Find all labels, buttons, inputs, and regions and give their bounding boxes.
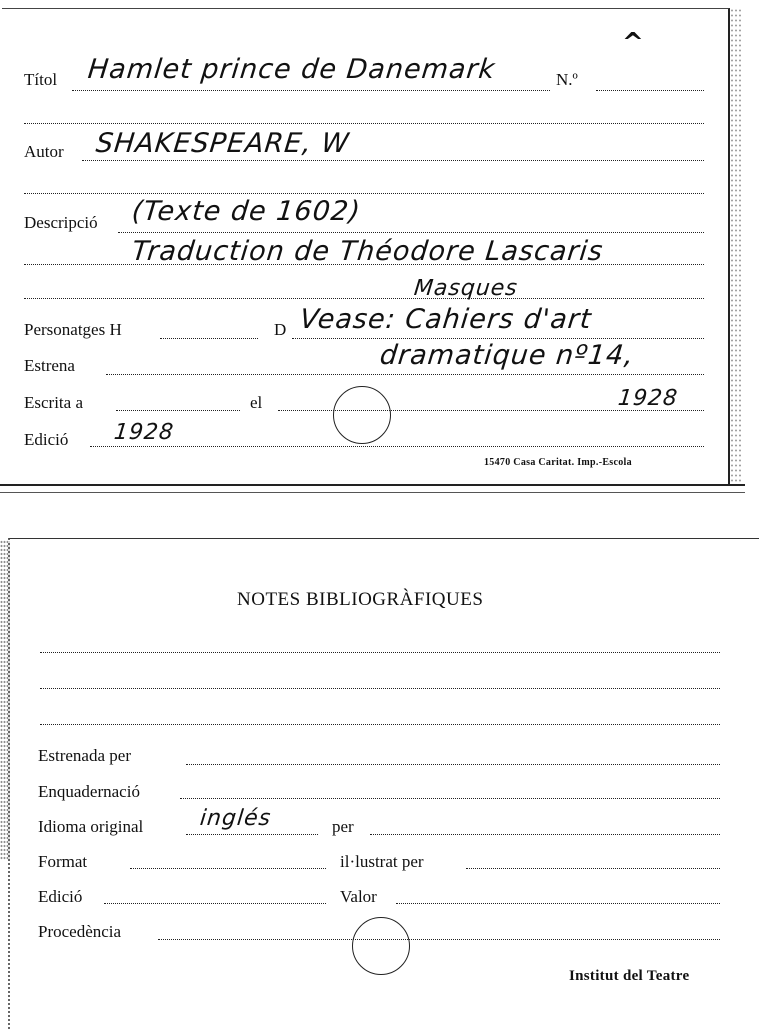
numero-line bbox=[596, 90, 704, 91]
idioma-per-label: per bbox=[332, 817, 354, 836]
blank-line bbox=[40, 652, 720, 653]
estrenada-label: Estrenada per bbox=[38, 746, 131, 765]
descripcio-line bbox=[118, 232, 704, 233]
personatges-d-line bbox=[292, 338, 704, 339]
personatges-d-value: Vease: Cahiers d'art bbox=[298, 304, 594, 335]
personatges-h-line bbox=[160, 338, 258, 339]
enquadernacio-label: Enquadernació bbox=[38, 782, 140, 801]
titol-line bbox=[72, 90, 550, 91]
autor-label: Autor bbox=[24, 142, 64, 161]
edicio-line bbox=[90, 446, 704, 447]
personatges-label: Personatges H bbox=[24, 320, 122, 339]
procedencia-label: Procedència bbox=[38, 922, 122, 941]
edicio-value: 1928 bbox=[112, 420, 176, 445]
titol-value: Hamlet prince de Danemark bbox=[86, 54, 497, 85]
idioma-label: Idioma original bbox=[38, 817, 144, 836]
card-edge-speckle bbox=[0, 540, 10, 860]
punch-hole bbox=[352, 917, 410, 975]
blank-line bbox=[40, 688, 720, 689]
caret-mark: ^ bbox=[622, 28, 644, 58]
escrita-el-label: el bbox=[250, 393, 263, 412]
back-edicio-label: Edició bbox=[38, 887, 83, 906]
format-line bbox=[130, 868, 326, 869]
titol-label: Títol bbox=[24, 70, 58, 89]
card-edge-speckle bbox=[730, 8, 742, 484]
format-label: Format bbox=[38, 852, 88, 871]
descripcio-value-3: Masques bbox=[412, 276, 520, 301]
blank-line bbox=[24, 123, 704, 124]
blank-line bbox=[24, 193, 704, 194]
back-edicio-line bbox=[104, 903, 326, 904]
card-edge-line bbox=[0, 492, 745, 493]
valor-line bbox=[396, 903, 720, 904]
institution-name: Institut del Teatre bbox=[569, 968, 690, 984]
personatges-d-label: D bbox=[274, 320, 287, 339]
escrita-label: Escrita a bbox=[24, 393, 83, 412]
idioma-per-line bbox=[370, 834, 720, 835]
illustrat-line bbox=[466, 868, 720, 869]
procedencia-line bbox=[158, 939, 720, 940]
idioma-line bbox=[186, 834, 318, 835]
idioma-value: inglés bbox=[198, 806, 273, 831]
escrita-value: 1928 bbox=[616, 386, 680, 411]
estrena-label: Estrena bbox=[24, 356, 75, 375]
blank-line bbox=[40, 724, 720, 725]
punch-hole bbox=[333, 386, 391, 444]
descripcio-label: Descripció bbox=[24, 213, 98, 232]
autor-value: SHAKESPEARE, W bbox=[94, 128, 351, 159]
autor-line bbox=[82, 160, 704, 161]
estrena-line bbox=[106, 374, 704, 375]
edicio-label: Edició bbox=[24, 430, 69, 449]
descripcio-value-1: (Texte de 1602) bbox=[130, 196, 363, 227]
estrena-value: dramatique nº14, bbox=[378, 340, 636, 371]
estrenada-line bbox=[186, 764, 720, 765]
descripcio-line bbox=[24, 298, 704, 299]
enquadernacio-line bbox=[180, 798, 720, 799]
card-edge-line bbox=[0, 484, 745, 486]
printer-imprint: 15470 Casa Caritat. Imp.-Escola bbox=[484, 457, 632, 468]
illustrat-label: il·lustrat per bbox=[340, 852, 424, 871]
numero-label: N.º bbox=[556, 70, 578, 89]
notes-heading: NOTES BIBLIOGRÀFIQUES bbox=[237, 589, 484, 610]
descripcio-value-2: Traduction de Théodore Lascaris bbox=[130, 236, 605, 267]
escrita-a-line bbox=[116, 410, 240, 411]
valor-label: Valor bbox=[340, 887, 377, 906]
